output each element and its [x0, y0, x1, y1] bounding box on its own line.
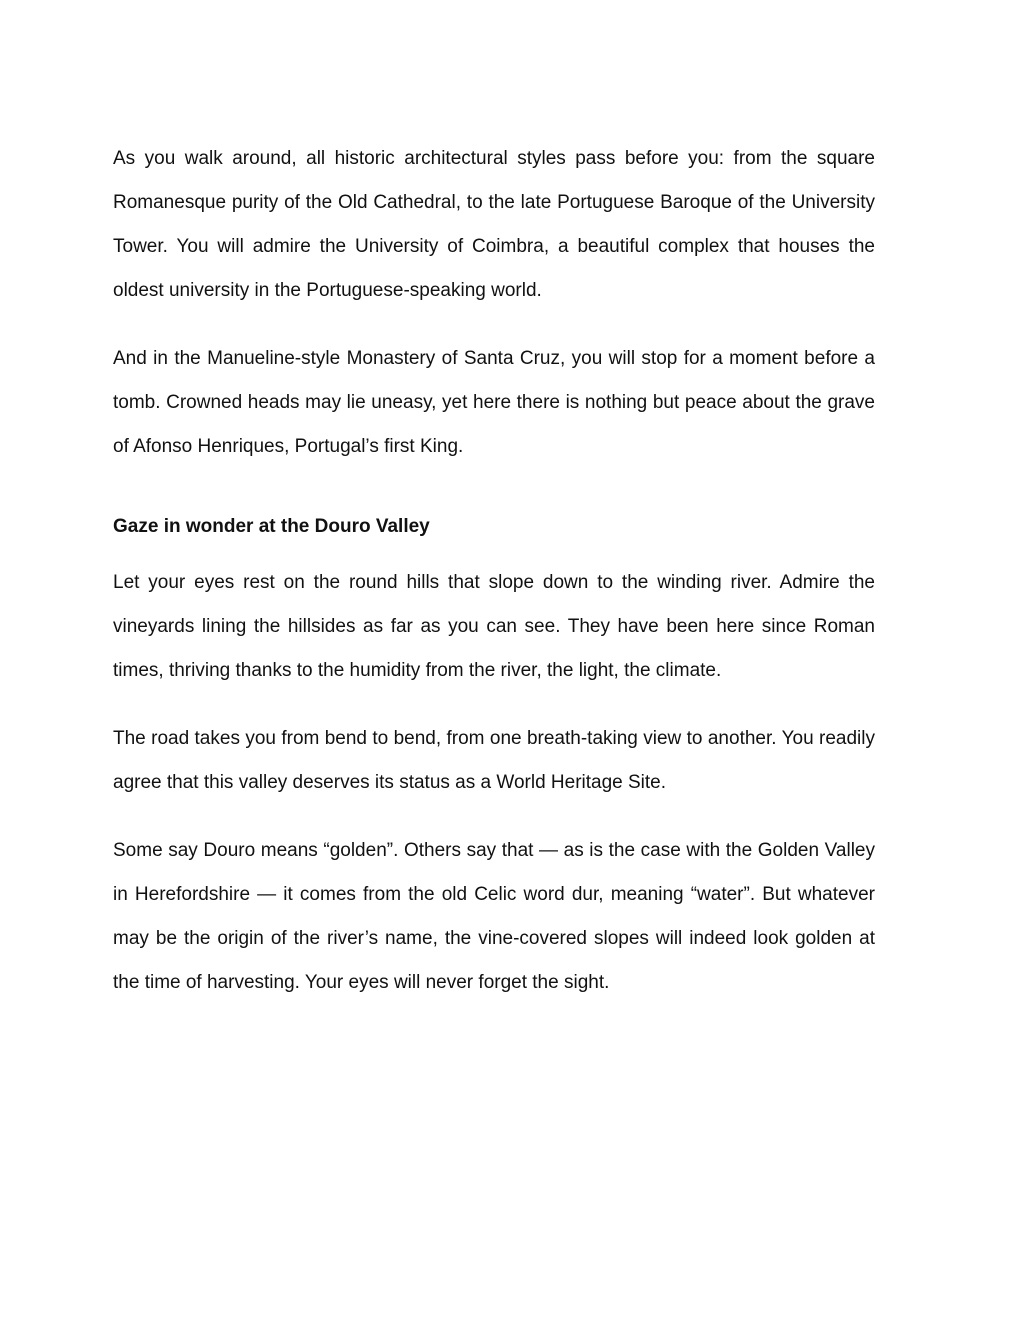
paragraph-douro-hills: Let your eyes rest on the round hills that slope down to the winding river. Admire the vineyards lining the hillsides as far as you can see. They have been here since Roman times, thriving thanks to the humidity from the river, the light, the climate.	[113, 572, 875, 681]
paragraph-santa-cruz: And in the Manueline-style Monastery of Santa Cruz, you will stop for a moment before a tomb. Crowned heads may lie uneasy, yet here there is nothing but peace about the grave of Afonso Henriques, Portugal’s first King.	[113, 348, 875, 457]
document-page	[113, 137, 875, 1029]
paragraph-douro-name: Some say Douro means “golden”. Others say that — as is the case with the Golden Valley in Herefordshire — it comes from the old Celic word dur, meaning “water”. But whatever may be the origin of the river’s name, the vine-covered slopes will indeed look golden at the time of harvesting. Your eyes will never forget the sight.	[113, 840, 875, 993]
paragraph-douro-road: The road takes you from bend to bend, from one breath-taking view to another. You readily agree that this valley deserves its status as a World Heritage Site.	[113, 728, 875, 793]
paragraph-coimbra-architecture: As you walk around, all historic architectural styles pass before you: from the square Romanesque purity of the Old Cathedral, to the late Portuguese Baroque of the University Tower. You will admire the University of Coimbra, a beautiful complex that houses the oldest university in the Portuguese-speaking world.	[113, 148, 875, 301]
section-heading-douro: Gaze in wonder at the Douro Valley	[113, 516, 430, 537]
